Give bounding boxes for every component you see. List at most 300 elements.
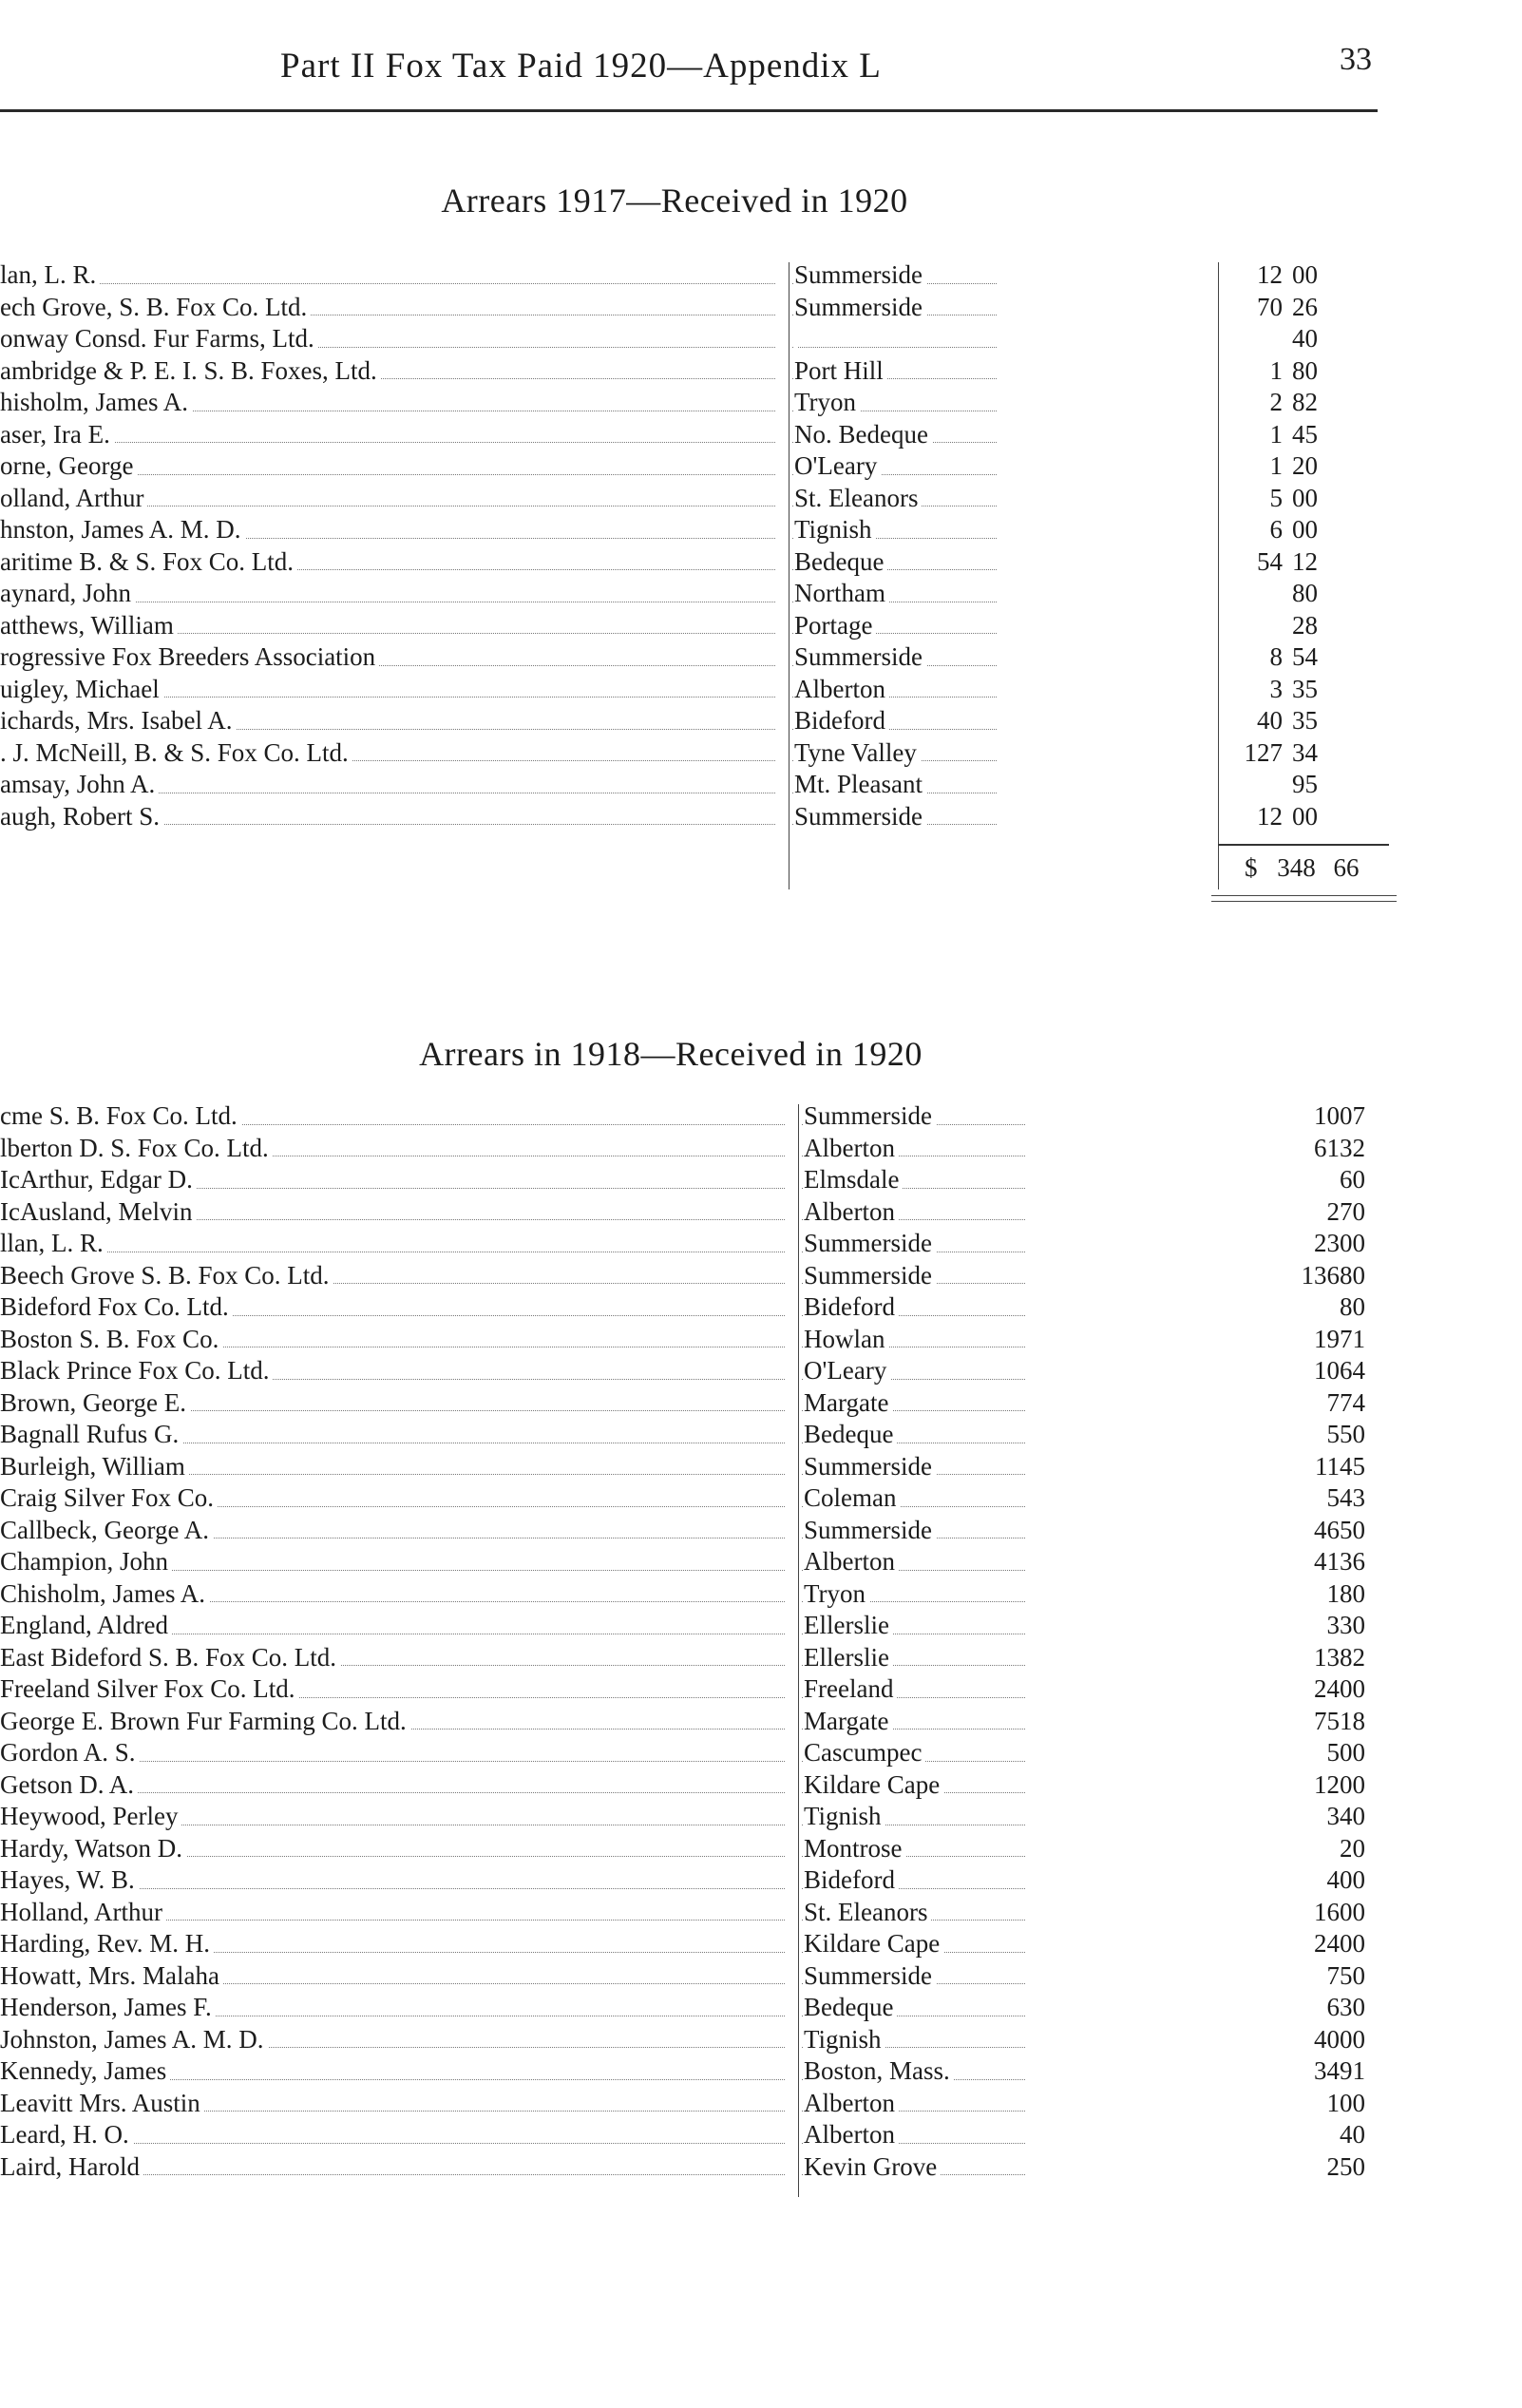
entry-name-text: George E. Brown Fur Farming Co. Ltd. bbox=[0, 1707, 410, 1735]
entry-name-text: Getson D. A. bbox=[0, 1770, 138, 1799]
ledger-table bbox=[0, 259, 1406, 832]
amount-dollars: 16 bbox=[1314, 1897, 1340, 1926]
amount-dollars: 5 bbox=[1326, 1483, 1340, 1512]
amount-dollars: 7 bbox=[1326, 1960, 1340, 1990]
entry-name-text: hnston, James A. M. D. bbox=[0, 515, 245, 544]
entry-name-text: Chisholm, James A. bbox=[0, 1579, 209, 1608]
amount-cents: 91 bbox=[1340, 2056, 1365, 2085]
entry-place-text: Bideford bbox=[804, 1865, 899, 1894]
entry-name-text: Beech Grove S. B. Fox Co. Ltd. bbox=[0, 1261, 333, 1290]
entry-place-text: Tyne Valley bbox=[794, 738, 921, 767]
amount-dollars: 5 bbox=[1269, 483, 1283, 512]
table-row bbox=[0, 1100, 1406, 1133]
entry-place-text: Kildare Cape bbox=[804, 1770, 943, 1799]
entry-name-text: Burleigh, William bbox=[0, 1452, 189, 1481]
entry-name bbox=[0, 801, 779, 832]
amount-dollars: 6 bbox=[1326, 1993, 1340, 2021]
entry-name bbox=[0, 1100, 789, 1132]
entry-place bbox=[804, 1610, 1027, 1641]
amount-cents: 82 bbox=[1292, 388, 1318, 416]
table-row bbox=[0, 801, 1406, 833]
entry-name-text: ech Grove, S. B. Fox Co. Ltd. bbox=[0, 293, 311, 321]
amount-dollars: 41 bbox=[1314, 1547, 1340, 1576]
entry-place-text: Bideford bbox=[794, 706, 889, 735]
amount-dollars: 4 bbox=[1326, 1865, 1340, 1894]
page-title: Part II Fox Tax Paid 1920—Appendix L bbox=[280, 47, 882, 86]
table-row bbox=[0, 419, 1406, 451]
entry-place-text: Alberton bbox=[804, 1547, 899, 1576]
amount-dollars: 1 bbox=[1269, 419, 1283, 449]
entry-place bbox=[804, 1769, 1027, 1801]
entry-place-text: Tignish bbox=[804, 1802, 885, 1830]
entry-name bbox=[0, 1419, 789, 1450]
amount-cents: 30 bbox=[1340, 1993, 1365, 2021]
amount-dollars: 40 bbox=[1257, 706, 1283, 735]
entry-name bbox=[0, 1673, 789, 1705]
amount-cents: 36 bbox=[1340, 1547, 1365, 1576]
entry-name bbox=[0, 292, 779, 323]
entry-name bbox=[0, 1196, 789, 1228]
entry-name bbox=[0, 705, 779, 736]
entry-place-text: Bedeque bbox=[794, 547, 887, 576]
table-row bbox=[0, 1546, 1406, 1578]
entry-place bbox=[804, 2119, 1027, 2150]
amount-cents: 40 bbox=[1340, 2120, 1365, 2149]
entry-name-text: ichards, Mrs. Isabel A. bbox=[0, 706, 236, 735]
amount-cents: 50 bbox=[1340, 1420, 1365, 1448]
amount-cents: 35 bbox=[1292, 674, 1318, 703]
table-row bbox=[0, 1928, 1406, 1960]
entry-name-text: atthews, William bbox=[0, 611, 178, 640]
entry-place-text: O'Leary bbox=[804, 1356, 890, 1385]
amount-cents: 82 bbox=[1340, 1642, 1365, 1672]
entry-place bbox=[804, 2055, 1027, 2087]
table-row bbox=[0, 1482, 1406, 1515]
column-rule-left bbox=[789, 262, 790, 889]
entry-name bbox=[0, 419, 779, 450]
entry-place bbox=[794, 674, 999, 705]
entry-name-text: Brown, George E. bbox=[0, 1388, 190, 1417]
entry-name bbox=[0, 1610, 789, 1641]
amount-dollars: 2 bbox=[1326, 1196, 1340, 1226]
amount-cents: 00 bbox=[1292, 483, 1318, 512]
amount-cents: 35 bbox=[1292, 706, 1318, 735]
amount-cents: 60 bbox=[1340, 1165, 1365, 1194]
entry-place-text: Tryon bbox=[794, 388, 860, 416]
entry-name bbox=[0, 1833, 789, 1864]
entry-name-text: Leard, H. O. bbox=[0, 2120, 133, 2149]
entry-name-text: IcArthur, Edgar D. bbox=[0, 1165, 197, 1194]
entry-place bbox=[804, 1324, 1027, 1355]
entry-place bbox=[804, 1387, 1027, 1419]
amount-cents: 12 bbox=[1292, 546, 1318, 576]
amount-cents: 20 bbox=[1292, 451, 1318, 480]
table-row bbox=[0, 514, 1406, 546]
entry-place bbox=[804, 1737, 1027, 1768]
amount-cents: 32 bbox=[1340, 1133, 1365, 1162]
amount-dollars: 136 bbox=[1301, 1260, 1340, 1290]
amount-cents: 26 bbox=[1292, 292, 1318, 321]
entry-name-text: . J. McNeill, B. & S. Fox Co. Ltd. bbox=[0, 738, 352, 767]
entry-name-text: Boston S. B. Fox Co. bbox=[0, 1325, 222, 1353]
amount-cents: 50 bbox=[1340, 2151, 1365, 2181]
entry-place-text: Margate bbox=[804, 1388, 892, 1417]
entry-name-text: onway Consd. Fur Farms, Ltd. bbox=[0, 324, 318, 353]
table-row bbox=[0, 1387, 1406, 1420]
table-row bbox=[0, 2119, 1406, 2151]
entry-place bbox=[804, 1897, 1027, 1928]
amount-dollars: 10 bbox=[1314, 1356, 1340, 1385]
amount-cents: 71 bbox=[1340, 1324, 1365, 1353]
double-rule-top bbox=[1211, 895, 1397, 896]
entry-name bbox=[0, 1324, 789, 1355]
amount-dollars: 3 bbox=[1326, 1802, 1340, 1830]
entry-place bbox=[804, 1546, 1027, 1577]
entry-place-text: Summerside bbox=[804, 1516, 936, 1544]
entry-name-text: Gordon A. S. bbox=[0, 1738, 140, 1767]
entry-place bbox=[804, 2151, 1027, 2183]
entry-place-text: Summerside bbox=[804, 1452, 936, 1481]
entry-place bbox=[794, 323, 999, 354]
entry-place-text: Margate bbox=[804, 1707, 892, 1735]
entry-name-text: amsay, John A. bbox=[0, 770, 159, 798]
entry-name bbox=[0, 546, 779, 578]
entry-name bbox=[0, 1482, 789, 1514]
entry-place bbox=[794, 259, 999, 291]
table-row bbox=[0, 610, 1406, 642]
total-cents: 66 bbox=[1333, 853, 1360, 882]
amount-dollars: 54 bbox=[1257, 546, 1283, 576]
entry-place-text: Tignish bbox=[804, 2025, 885, 2054]
entry-place-text: Ellerslie bbox=[804, 1643, 893, 1672]
entry-name-text: lberton D. S. Fox Co. Ltd. bbox=[0, 1134, 273, 1162]
amount-cents: 64 bbox=[1340, 1356, 1365, 1385]
amount-cents: 00 bbox=[1340, 1897, 1365, 1926]
subtotal-rule bbox=[1218, 844, 1389, 846]
entry-name-text: uigley, Michael bbox=[0, 675, 163, 703]
entry-place-text: Summerside bbox=[804, 1229, 936, 1257]
table-row bbox=[0, 483, 1406, 515]
entry-name bbox=[0, 1355, 789, 1386]
entry-place bbox=[794, 292, 999, 323]
table-row bbox=[0, 1864, 1406, 1897]
entry-place bbox=[794, 641, 999, 673]
entry-name bbox=[0, 1228, 789, 1259]
entry-place bbox=[804, 1133, 1027, 1164]
entry-place bbox=[804, 1833, 1027, 1864]
table-row bbox=[0, 641, 1406, 674]
amount-dollars: 61 bbox=[1314, 1133, 1340, 1162]
total-row bbox=[1245, 853, 1360, 883]
amount-cents: 00 bbox=[1340, 1929, 1365, 1958]
table-row bbox=[0, 1133, 1406, 1165]
entry-place bbox=[794, 355, 999, 387]
entry-place bbox=[794, 705, 999, 736]
amount-dollars: 34 bbox=[1314, 2056, 1340, 2085]
entry-place bbox=[804, 1578, 1027, 1610]
entry-place-text: Summerside bbox=[794, 642, 926, 671]
table-row bbox=[0, 1673, 1406, 1706]
entry-place-text: Kevin Grove bbox=[804, 2152, 941, 2181]
entry-name bbox=[0, 1133, 789, 1164]
amount-cents: 00 bbox=[1292, 515, 1318, 544]
table-row bbox=[0, 292, 1406, 324]
amount-cents: 45 bbox=[1292, 419, 1318, 449]
entry-place-text: Bedeque bbox=[804, 1993, 897, 2021]
entry-place-text: Summerside bbox=[794, 293, 926, 321]
amount-cents: 20 bbox=[1340, 1833, 1365, 1863]
amount-cents: 40 bbox=[1292, 324, 1318, 353]
entry-place bbox=[804, 1992, 1027, 2023]
entry-name bbox=[0, 1801, 789, 1832]
entry-name bbox=[0, 1706, 789, 1737]
amount-cents: 07 bbox=[1340, 1101, 1365, 1130]
entry-place-text: Tignish bbox=[794, 515, 876, 544]
amount-cents: 00 bbox=[1340, 2088, 1365, 2117]
page-number: 33 bbox=[1340, 42, 1372, 77]
entry-name-text: Hardy, Watson D. bbox=[0, 1834, 186, 1863]
amount-cents: 34 bbox=[1292, 737, 1318, 767]
entry-place bbox=[804, 1482, 1027, 1514]
entry-place-text: St. Eleanors bbox=[804, 1898, 931, 1926]
double-rule-bottom bbox=[1211, 901, 1397, 902]
entry-name bbox=[0, 2151, 789, 2183]
table-row bbox=[0, 1419, 1406, 1451]
entry-place bbox=[804, 1928, 1027, 1959]
amount-dollars: 12 bbox=[1257, 260, 1283, 289]
table-row bbox=[0, 674, 1406, 706]
entry-place bbox=[804, 1355, 1027, 1386]
table-row bbox=[0, 1833, 1406, 1865]
table-row bbox=[0, 259, 1406, 292]
amount-dollars: 3 bbox=[1269, 674, 1283, 703]
entry-name bbox=[0, 1451, 789, 1482]
entry-name bbox=[0, 2088, 789, 2119]
table-row bbox=[0, 323, 1406, 355]
entry-name bbox=[0, 514, 779, 545]
entry-place-text: Montrose bbox=[804, 1834, 906, 1863]
table-row bbox=[0, 769, 1406, 801]
entry-name-text: aritime B. & S. Fox Co. Ltd. bbox=[0, 547, 297, 576]
entry-name-text: Kennedy, James bbox=[0, 2056, 170, 2085]
table-row bbox=[0, 1578, 1406, 1611]
entry-name bbox=[0, 2055, 789, 2087]
amount-cents: 00 bbox=[1292, 801, 1318, 831]
table-row bbox=[0, 2088, 1406, 2120]
table-row bbox=[0, 1196, 1406, 1229]
entry-name bbox=[0, 769, 779, 800]
entry-place bbox=[794, 610, 999, 641]
amount-cents: 00 bbox=[1340, 1865, 1365, 1894]
amount-cents: 00 bbox=[1292, 260, 1318, 289]
entry-name-text: augh, Robert S. bbox=[0, 802, 163, 831]
table-row bbox=[0, 1642, 1406, 1674]
entry-place-text: Elmsdale bbox=[804, 1165, 903, 1194]
table-row bbox=[0, 1228, 1406, 1260]
entry-place bbox=[794, 419, 999, 450]
entry-name bbox=[0, 1260, 789, 1291]
entry-name-text: Howatt, Mrs. Malaha bbox=[0, 1961, 223, 1990]
amount-cents: 28 bbox=[1292, 610, 1318, 640]
amount-cents: 50 bbox=[1340, 1960, 1365, 1990]
entry-name bbox=[0, 1164, 789, 1195]
entry-name-text: orne, George bbox=[0, 451, 137, 480]
entry-place-text: Alberton bbox=[804, 1197, 899, 1226]
page-header bbox=[0, 38, 1387, 105]
amount-dollars: 1 bbox=[1269, 451, 1283, 480]
entry-place-text: Portage bbox=[794, 611, 876, 640]
table-row bbox=[0, 578, 1406, 610]
entry-name bbox=[0, 1578, 789, 1610]
entry-place bbox=[804, 1451, 1027, 1482]
entry-place-text: Ellerslie bbox=[804, 1611, 893, 1639]
entry-place bbox=[794, 737, 999, 769]
amount-dollars: 7 bbox=[1326, 1387, 1340, 1417]
amount-dollars: 75 bbox=[1314, 1706, 1340, 1735]
entry-place bbox=[794, 450, 999, 482]
entry-place-text: Howlan bbox=[804, 1325, 888, 1353]
entry-place bbox=[804, 1864, 1027, 1896]
entry-name-text: hisholm, James A. bbox=[0, 388, 192, 416]
entry-name bbox=[0, 1515, 789, 1546]
entry-place-text: Port Hill bbox=[794, 356, 887, 385]
amount-dollars: 12 bbox=[1314, 1769, 1340, 1799]
entry-name bbox=[0, 1928, 789, 1959]
amount-cents: 80 bbox=[1340, 1578, 1365, 1608]
amount-cents: 00 bbox=[1340, 1674, 1365, 1703]
entry-place-text: No. Bedeque bbox=[794, 420, 932, 449]
entry-place-text: Cascumpec bbox=[804, 1738, 925, 1767]
amount-dollars: 46 bbox=[1314, 1515, 1340, 1544]
entry-name-text: Laird, Harold bbox=[0, 2152, 143, 2181]
entry-name-text: cme S. B. Fox Co. Ltd. bbox=[0, 1101, 241, 1130]
entry-name-text: Leavitt Mrs. Austin bbox=[0, 2089, 204, 2117]
table-row bbox=[0, 1801, 1406, 1833]
amount-dollars: 23 bbox=[1314, 1229, 1340, 1257]
amount-cents: 45 bbox=[1340, 1451, 1365, 1481]
entry-place-text bbox=[794, 324, 798, 353]
entry-place bbox=[794, 546, 999, 578]
table-row bbox=[0, 1324, 1406, 1356]
entry-name bbox=[0, 578, 779, 609]
table-row bbox=[0, 1355, 1406, 1387]
entry-name bbox=[0, 483, 779, 514]
entry-place-text: Freeland bbox=[804, 1674, 897, 1703]
entry-name-text: Harding, Rev. M. H. bbox=[0, 1929, 214, 1958]
amount-cents: 50 bbox=[1340, 1515, 1365, 1544]
amount-dollars: 12 bbox=[1257, 801, 1283, 831]
entry-name-text: rogressive Fox Breeders Association bbox=[0, 642, 379, 671]
table-row bbox=[0, 2024, 1406, 2056]
entry-name bbox=[0, 1387, 789, 1419]
table-row bbox=[0, 2151, 1406, 2184]
entry-name-text: Champion, John bbox=[0, 1547, 172, 1576]
entry-name bbox=[0, 1960, 789, 1992]
table-row bbox=[0, 1260, 1406, 1292]
amount-dollars: 40 bbox=[1314, 2024, 1340, 2054]
entry-place bbox=[804, 1100, 1027, 1132]
entry-place-text: Boston, Mass. bbox=[804, 2056, 954, 2085]
entry-place-text: Alberton bbox=[804, 2120, 899, 2149]
entry-place-text: Kildare Cape bbox=[804, 1929, 943, 1958]
amount-dollars: 1 bbox=[1326, 1578, 1340, 1608]
amount-cents: 54 bbox=[1292, 642, 1318, 671]
amount-cents: 80 bbox=[1292, 355, 1318, 385]
amount-dollars: 1 bbox=[1326, 2088, 1340, 2117]
amount-cents: 00 bbox=[1340, 1738, 1365, 1767]
entry-name bbox=[0, 610, 779, 641]
entry-place bbox=[804, 1801, 1027, 1832]
entry-name bbox=[0, 2024, 789, 2055]
entry-name-text: lan, L. R. bbox=[0, 260, 100, 289]
entry-name-text: Freeland Silver Fox Co. Ltd. bbox=[0, 1674, 298, 1703]
table-row bbox=[0, 737, 1406, 770]
entry-place bbox=[804, 1673, 1027, 1705]
table-row bbox=[0, 1960, 1406, 1993]
entry-place bbox=[794, 769, 999, 800]
amount-dollars: 5 bbox=[1326, 1420, 1340, 1448]
entry-name bbox=[0, 355, 779, 387]
entry-name-text: England, Aldred bbox=[0, 1611, 172, 1639]
amount-dollars: 1 bbox=[1269, 355, 1283, 385]
entry-place bbox=[804, 2024, 1027, 2055]
amount-dollars: 13 bbox=[1314, 1642, 1340, 1672]
amount-dollars: 5 bbox=[1326, 1738, 1340, 1767]
table-row bbox=[0, 546, 1406, 579]
entry-place bbox=[794, 483, 999, 514]
amount-dollars: 2 bbox=[1269, 388, 1283, 416]
entry-name bbox=[0, 1769, 789, 1801]
amount-cents: 80 bbox=[1340, 1260, 1365, 1290]
table-row bbox=[0, 1737, 1406, 1769]
entry-place bbox=[804, 2088, 1027, 2119]
table-row bbox=[0, 1706, 1406, 1738]
entry-place bbox=[794, 514, 999, 545]
entry-place bbox=[804, 1291, 1027, 1323]
section-title: Arrears 1917—Received in 1920 bbox=[441, 182, 908, 220]
entry-name bbox=[0, 737, 779, 769]
entry-place-text: Mt. Pleasant bbox=[794, 770, 926, 798]
entry-place-text: Summerside bbox=[794, 802, 926, 831]
entry-name-text: ambridge & P. E. I. S. B. Foxes, Ltd. bbox=[0, 356, 381, 385]
amount-cents: 00 bbox=[1340, 1769, 1365, 1799]
ledger-table bbox=[0, 1100, 1406, 2183]
amount-dollars: 3 bbox=[1326, 1611, 1340, 1639]
amount-dollars: 19 bbox=[1314, 1324, 1340, 1353]
header-rule bbox=[0, 109, 1378, 112]
entry-name-text: Craig Silver Fox Co. bbox=[0, 1483, 218, 1512]
entry-place-text: Alberton bbox=[804, 1134, 899, 1162]
entry-name bbox=[0, 1737, 789, 1768]
amount-cents: 00 bbox=[1340, 2024, 1365, 2054]
entry-place-text: Alberton bbox=[804, 2089, 899, 2117]
entry-name bbox=[0, 2119, 789, 2150]
entry-name-text: Black Prince Fox Co. Ltd. bbox=[0, 1356, 273, 1385]
entry-name bbox=[0, 450, 779, 482]
entry-place-text: Alberton bbox=[794, 675, 889, 703]
entry-name bbox=[0, 1642, 789, 1673]
amount-dollars: 6 bbox=[1269, 515, 1283, 544]
table-row bbox=[0, 1164, 1406, 1196]
amount-dollars: 70 bbox=[1257, 292, 1283, 321]
amount-dollars: 24 bbox=[1314, 1929, 1340, 1958]
entry-name-text: llan, L. R. bbox=[0, 1229, 107, 1257]
total-dollars: 348 bbox=[1277, 853, 1316, 882]
column-rule-left bbox=[798, 1104, 799, 2197]
entry-name bbox=[0, 1546, 789, 1577]
amount-cents: 95 bbox=[1292, 770, 1318, 798]
entry-place bbox=[794, 578, 999, 609]
